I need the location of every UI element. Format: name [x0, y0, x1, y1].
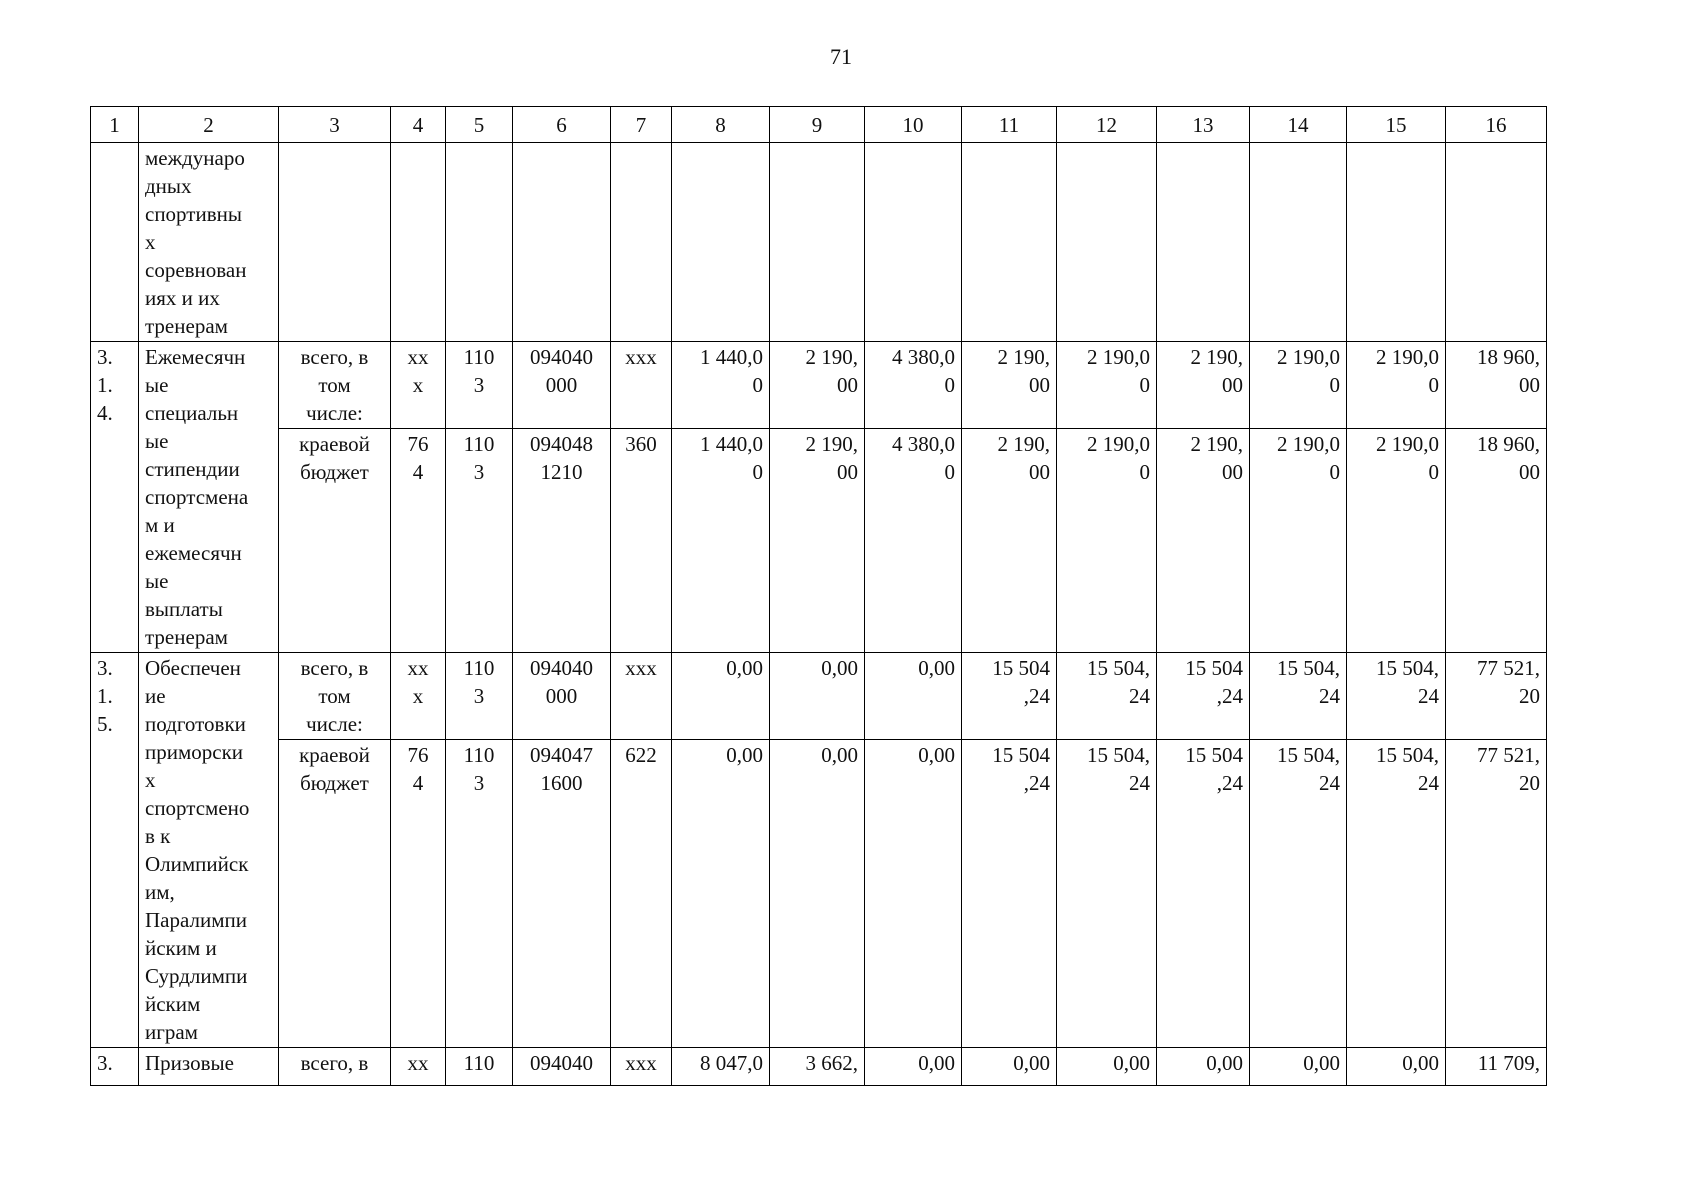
- cell-14: 15 504, 24: [1277, 743, 1340, 795]
- header-cell: 5: [446, 107, 513, 143]
- header-cell: 12: [1057, 107, 1157, 143]
- funding-label: краевой бюджет: [299, 432, 370, 484]
- cell-9: 0,00: [821, 656, 858, 680]
- cell-10: 0,00: [918, 1051, 955, 1075]
- cell-10: 4 380,0 0: [892, 432, 955, 484]
- cell-14: 2 190,0 0: [1277, 432, 1340, 484]
- cell-15: 0,00: [1402, 1051, 1439, 1075]
- cell-12: 2 190,0 0: [1087, 345, 1150, 397]
- cell-5: 110 3: [463, 432, 495, 484]
- cell-11: 2 190, 00: [997, 432, 1050, 484]
- cell-8: 1 440,0 0: [700, 432, 763, 484]
- header-cell: 7: [611, 107, 672, 143]
- row-number: 3. 1. 4.: [97, 345, 113, 425]
- cell-13: 15 504 ,24: [1185, 743, 1243, 795]
- header-cell: 13: [1157, 107, 1250, 143]
- header-cell: 14: [1250, 107, 1347, 143]
- cell-4: xx x: [407, 345, 429, 397]
- cell-5: 110 3: [463, 656, 495, 708]
- page-number: 71: [830, 44, 852, 69]
- row-number: 3. 1. 5.: [97, 656, 113, 736]
- cell-5: 110 3: [463, 743, 495, 795]
- cell-7: 360: [625, 432, 657, 456]
- cell-15: 2 190,0 0: [1376, 432, 1439, 484]
- cell-10: 0,00: [918, 656, 955, 680]
- cell-8: 1 440,0 0: [700, 345, 763, 397]
- cell-14: 15 504, 24: [1277, 656, 1340, 708]
- table-row: [91, 653, 1547, 740]
- row-name: Призовые: [145, 1051, 234, 1075]
- cell-13: 15 504 ,24: [1185, 656, 1243, 708]
- header-cell: 4: [391, 107, 446, 143]
- cell-9: 2 190, 00: [805, 432, 858, 484]
- table-row: [91, 429, 1547, 653]
- header-cell: 1: [91, 107, 139, 143]
- cell-9: 3 662,: [805, 1051, 858, 1075]
- cell-9: 2 190, 00: [805, 345, 858, 397]
- funding-label: краевой бюджет: [299, 743, 370, 795]
- cell-6: 094040: [530, 1051, 593, 1075]
- table-row: [91, 342, 1547, 429]
- cell-16: 77 521, 20: [1477, 656, 1540, 708]
- funding-label: всего, в том числе:: [300, 656, 369, 736]
- cell-7: xxx: [625, 345, 657, 369]
- cell-8: 8 047,0: [700, 1051, 763, 1075]
- cell-7: xxx: [625, 1051, 657, 1075]
- cell-4: xx: [407, 1051, 429, 1075]
- cell-11: 2 190, 00: [997, 345, 1050, 397]
- cell-13: 2 190, 00: [1190, 345, 1243, 397]
- cell-4: 76 4: [407, 743, 429, 795]
- cell-6: 094040 000: [530, 656, 593, 708]
- header-cell: 16: [1446, 107, 1547, 143]
- cell-12: 0,00: [1113, 1051, 1150, 1075]
- cell-6: 094048 1210: [530, 432, 593, 484]
- cell-5: 110 3: [463, 345, 495, 397]
- cell-4: 76 4: [407, 432, 429, 484]
- column-number-row: [91, 107, 1547, 143]
- cell-15: 2 190,0 0: [1376, 345, 1439, 397]
- row-number: 3.: [97, 1051, 113, 1075]
- header-cell: 9: [770, 107, 865, 143]
- header-cell: 3: [279, 107, 391, 143]
- table-row: [91, 1048, 1547, 1086]
- header-cell: 11: [962, 107, 1057, 143]
- cell-14: 2 190,0 0: [1277, 345, 1340, 397]
- cell-11: 15 504 ,24: [992, 743, 1050, 795]
- cell-16: 77 521, 20: [1477, 743, 1540, 795]
- cell-13: 0,00: [1206, 1051, 1243, 1075]
- cell-12: 15 504, 24: [1087, 656, 1150, 708]
- funding-label: всего, в: [300, 1051, 369, 1075]
- table-row: [91, 143, 1547, 342]
- header-cell: 10: [865, 107, 962, 143]
- cell-16: 18 960, 00: [1477, 345, 1540, 397]
- cell-8: 0,00: [726, 656, 763, 680]
- cell-11: 0,00: [1013, 1051, 1050, 1075]
- funding-label: всего, в том числе:: [300, 345, 369, 425]
- header-cell: 15: [1347, 107, 1446, 143]
- header-cell: 2: [139, 107, 279, 143]
- cell-15: 15 504, 24: [1376, 743, 1439, 795]
- cell-10: 4 380,0 0: [892, 345, 955, 397]
- cell-4: xx x: [407, 656, 429, 708]
- cell-7: xxx: [625, 656, 657, 680]
- cell-5: 110: [463, 1051, 495, 1075]
- cell-12: 2 190,0 0: [1087, 432, 1150, 484]
- row-name: Обеспечен ие подготовки приморски х спортсмено в к Олимпийск им, Паралимпи йским и Сурдлимпи йским играм: [145, 656, 250, 1044]
- cell-16: 11 709,: [1477, 1051, 1540, 1075]
- cell-6: 094047 1600: [530, 743, 593, 795]
- cell-13: 2 190, 00: [1190, 432, 1243, 484]
- cell-8: 0,00: [726, 743, 763, 767]
- cell-6: 094040 000: [530, 345, 593, 397]
- header-cell: 6: [513, 107, 611, 143]
- header-cell: 8: [672, 107, 770, 143]
- cell-15: 15 504, 24: [1376, 656, 1439, 708]
- cell-14: 0,00: [1303, 1051, 1340, 1075]
- cell-9: 0,00: [821, 743, 858, 767]
- cell-12: 15 504, 24: [1087, 743, 1150, 795]
- budget-table: [90, 106, 1547, 1086]
- cell-11: 15 504 ,24: [992, 656, 1050, 708]
- cell-16: 18 960, 00: [1477, 432, 1540, 484]
- cell-7: 622: [625, 743, 657, 767]
- row-name: Ежемесячн ые специальн ые стипендии спортсмена м и ежемесячн ые выплаты тренерам: [145, 345, 249, 649]
- table-row: [91, 740, 1547, 1048]
- cell-10: 0,00: [918, 743, 955, 767]
- row-name: междунаро дных спортивны х соревнован иях и их тренерам: [145, 146, 247, 338]
